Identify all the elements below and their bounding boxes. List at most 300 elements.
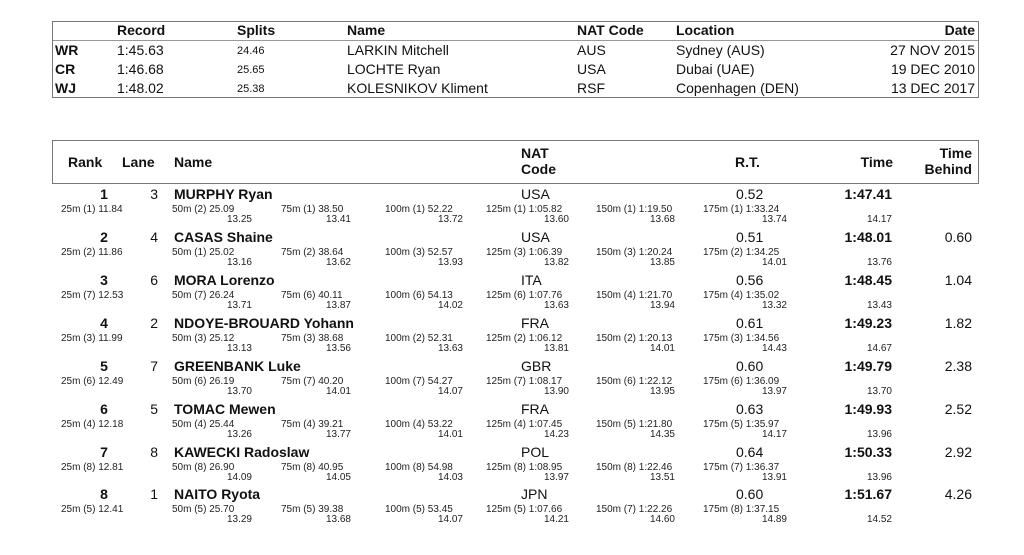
split-1	[61, 290, 181, 314]
split-cumulative: 150m (4) 1:21.70	[596, 290, 673, 301]
split-7	[703, 462, 787, 486]
split-final-lap	[842, 204, 892, 228]
rank: 5	[100, 358, 108, 374]
split-cumulative: 175m (7) 1:36.37	[703, 462, 780, 473]
split-6	[596, 504, 675, 528]
split-lap: 13.97	[543, 472, 569, 483]
split-lap: 14.43	[761, 343, 787, 354]
split-cumulative: 175m (5) 1:35.97	[703, 419, 780, 430]
header-lane: Lane	[122, 154, 155, 170]
splits-line	[52, 333, 979, 357]
split-2	[172, 376, 252, 400]
split-cumulative: 125m (6) 1:07.76	[486, 290, 563, 301]
split-lap: 14.03	[437, 472, 463, 483]
lane: 8	[150, 444, 158, 460]
swimmer-name: NDOYE-BROUARD Yohann	[174, 315, 354, 331]
split-lap: 13.71	[226, 300, 252, 311]
split-lap: 13.63	[543, 300, 569, 311]
nat-code: GBR	[521, 358, 552, 374]
split-lap: 14.01	[649, 343, 675, 354]
record-time: 1:45.63	[117, 42, 164, 58]
result-main-line	[52, 356, 979, 374]
split-6	[596, 333, 675, 357]
result-main-line	[52, 484, 979, 502]
split-lap: 13.68	[325, 514, 351, 525]
swimmer-name: CASAS Shaine	[174, 229, 273, 245]
split-1	[61, 462, 181, 486]
record-nat: RSF	[577, 80, 605, 96]
time-behind: 4.26	[944, 486, 972, 502]
split-cumulative: 100m (2) 52.31	[385, 333, 453, 344]
result-main-line	[52, 227, 979, 245]
split-lap: 13.60	[543, 214, 569, 225]
record-time: 1:46.68	[117, 61, 164, 77]
split-cumulative: 75m (2) 38.64	[281, 247, 344, 258]
split-cumulative: 150m (2) 1:20.13	[596, 333, 673, 344]
split-lap: 13.16	[226, 257, 252, 268]
header-location: Location	[676, 22, 735, 38]
split-4	[385, 333, 463, 357]
result-main-line	[52, 270, 979, 288]
split-cumulative: 50m (1) 25.02	[172, 247, 235, 258]
lane: 7	[150, 358, 158, 374]
split-cumulative: 50m (4) 25.44	[172, 419, 235, 430]
split-3	[281, 504, 351, 528]
record-time: 1:48.02	[117, 80, 164, 96]
split-5	[486, 290, 569, 314]
nat-code: USA	[521, 229, 550, 245]
split-lap: 14.89	[761, 514, 787, 525]
final-lap-time: 13.96	[866, 429, 892, 440]
split-lap: 13.95	[649, 386, 675, 397]
split-final-lap	[842, 333, 892, 357]
record-holder: LOCHTE Ryan	[347, 61, 441, 77]
split-cumulative: 175m (2) 1:34.25	[703, 247, 780, 258]
split-2	[172, 204, 252, 228]
split-lap: 14.07	[437, 386, 463, 397]
record-location: Dubai (UAE)	[676, 61, 755, 77]
records-header-row	[53, 22, 978, 41]
split-cumulative: 75m (6) 40.11	[281, 290, 343, 301]
split-cumulative: 25m (6) 12.49	[61, 376, 124, 387]
header-record: Record	[117, 22, 166, 38]
header-date: Date	[944, 22, 975, 38]
lane: 6	[150, 272, 158, 288]
split-7	[703, 504, 787, 528]
rank: 3	[100, 272, 108, 288]
split-lap: 13.41	[325, 214, 351, 225]
split-6	[596, 247, 675, 271]
split-cumulative: 75m (8) 40.95	[281, 462, 344, 473]
split-4	[385, 504, 463, 528]
split-6	[596, 290, 675, 314]
record-row	[53, 61, 978, 80]
split-cumulative: 100m (3) 52.57	[385, 247, 453, 258]
divider	[53, 40, 978, 41]
reaction-time: 0.52	[736, 186, 764, 202]
final-lap-time: 14.67	[866, 343, 892, 354]
final-time: 1:48.01	[844, 229, 892, 245]
split-3	[281, 290, 351, 314]
header-name: Name	[174, 154, 213, 170]
swimmer-name: MORA Lorenzo	[174, 272, 275, 288]
record-code: WR	[55, 42, 79, 58]
split-cumulative: 150m (6) 1:22.12	[596, 376, 673, 387]
split-lap: 13.32	[761, 300, 787, 311]
split-cumulative: 50m (7) 26.24	[172, 290, 235, 301]
split-cumulative: 150m (3) 1:20.24	[596, 247, 673, 258]
record-split: 25.65	[237, 64, 265, 76]
split-lap: 14.35	[649, 429, 675, 440]
split-lap: 14.09	[226, 472, 252, 483]
split-lap: 14.23	[543, 429, 569, 440]
header-nat-line2: Code	[521, 161, 556, 177]
header-nat-line1: NAT	[521, 145, 549, 161]
split-lap: 13.29	[226, 514, 252, 525]
split-cumulative: 125m (4) 1:07.45	[486, 419, 563, 430]
header-behind-line1: Time	[939, 145, 972, 161]
split-cumulative: 100m (8) 54.98	[385, 462, 453, 473]
split-cumulative: 50m (2) 25.09	[172, 204, 235, 215]
time-behind: 1.04	[944, 272, 972, 288]
split-cumulative: 100m (7) 54.27	[385, 376, 453, 387]
split-cumulative: 100m (1) 52.22	[385, 204, 453, 215]
header-rank: Rank	[68, 154, 103, 170]
split-lap: 13.74	[761, 214, 787, 225]
reaction-time: 0.56	[736, 272, 764, 288]
rank: 6	[100, 401, 108, 417]
lane: 3	[150, 186, 158, 202]
split-lap: 13.81	[543, 343, 569, 354]
split-6	[596, 419, 675, 443]
split-cumulative: 175m (6) 1:36.09	[703, 376, 780, 387]
header-reaction-time: R.T.	[735, 154, 760, 170]
split-lap: 14.60	[649, 514, 675, 525]
final-lap-time: 13.76	[866, 257, 892, 268]
split-1	[61, 204, 181, 228]
split-5	[486, 247, 569, 271]
split-2	[172, 247, 252, 271]
record-row	[53, 42, 978, 61]
reaction-time: 0.63	[736, 401, 764, 417]
final-lap-time: 13.70	[866, 386, 892, 397]
split-3	[281, 204, 351, 228]
splits-line	[52, 376, 979, 400]
header-nat-code	[521, 145, 556, 177]
header-time-behind	[925, 145, 972, 177]
header-nat-code: NAT Code	[577, 22, 644, 38]
rank: 7	[100, 444, 108, 460]
lane: 2	[150, 315, 158, 331]
result-main-line	[52, 313, 979, 331]
lane: 4	[150, 229, 158, 245]
split-4	[385, 290, 463, 314]
split-cumulative: 125m (7) 1:08.17	[486, 376, 563, 387]
split-7	[703, 376, 787, 400]
record-nat: AUS	[577, 42, 606, 58]
split-lap: 13.56	[325, 343, 351, 354]
split-cumulative: 50m (6) 26.19	[172, 376, 235, 387]
split-lap: 13.94	[649, 300, 675, 311]
splits-line	[52, 462, 979, 486]
split-3	[281, 333, 351, 357]
split-lap: 14.01	[325, 386, 351, 397]
split-cumulative: 75m (4) 39.21	[281, 419, 344, 430]
final-lap-time: 14.17	[866, 214, 892, 225]
split-cumulative: 75m (3) 38.68	[281, 333, 344, 344]
result-row	[52, 442, 979, 485]
final-time: 1:50.33	[844, 444, 892, 460]
split-1	[61, 376, 181, 400]
result-row	[52, 313, 979, 356]
split-cumulative: 50m (3) 25.12	[172, 333, 235, 344]
split-cumulative: 25m (1) 11.84	[61, 204, 123, 215]
final-lap-time: 14.52	[866, 514, 892, 525]
split-2	[172, 333, 252, 357]
split-final-lap	[842, 376, 892, 400]
swimmer-name: MURPHY Ryan	[174, 186, 273, 202]
split-cumulative: 25m (4) 12.18	[61, 419, 124, 430]
split-1	[61, 333, 181, 357]
rank: 4	[100, 315, 108, 331]
split-cumulative: 175m (3) 1:34.56	[703, 333, 780, 344]
reaction-time: 0.64	[736, 444, 764, 460]
record-nat: USA	[577, 61, 606, 77]
record-holder: LARKIN Mitchell	[347, 42, 449, 58]
final-time: 1:47.41	[844, 186, 892, 202]
split-3	[281, 462, 351, 486]
result-main-line	[52, 184, 979, 202]
split-cumulative: 50m (8) 26.90	[172, 462, 235, 473]
final-time: 1:49.79	[844, 358, 892, 374]
time-behind: 0.60	[944, 229, 972, 245]
split-1	[61, 247, 181, 271]
header-splits: Splits	[237, 22, 276, 38]
split-cumulative: 150m (1) 1:19.50	[596, 204, 673, 215]
split-lap: 13.70	[226, 386, 252, 397]
splits-line	[52, 504, 979, 528]
record-location: Copenhagen (DEN)	[676, 80, 799, 96]
time-behind: 2.52	[944, 401, 972, 417]
split-6	[596, 376, 675, 400]
split-lap: 13.68	[649, 214, 675, 225]
split-5	[486, 204, 569, 228]
split-7	[703, 247, 787, 271]
split-cumulative: 25m (8) 12.81	[61, 462, 124, 473]
final-lap-time: 13.96	[866, 472, 892, 483]
split-lap: 13.93	[437, 257, 463, 268]
split-cumulative: 25m (7) 12.53	[61, 290, 124, 301]
final-lap-time: 13.43	[866, 300, 892, 311]
split-4	[385, 376, 463, 400]
split-7	[703, 333, 787, 357]
nat-code: USA	[521, 186, 550, 202]
split-2	[172, 290, 252, 314]
time-behind: 1.82	[944, 315, 972, 331]
lane: 1	[150, 486, 158, 502]
time-behind: 2.38	[944, 358, 972, 374]
split-lap: 13.72	[437, 214, 463, 225]
result-row	[52, 484, 979, 527]
split-lap: 13.77	[325, 429, 351, 440]
record-row	[53, 80, 978, 99]
split-final-lap	[842, 419, 892, 443]
split-lap: 13.91	[761, 472, 787, 483]
split-7	[703, 204, 787, 228]
split-cumulative: 175m (1) 1:33.24	[703, 204, 780, 215]
header-behind-line2: Behind	[924, 161, 972, 177]
result-row	[52, 356, 979, 399]
split-cumulative: 175m (8) 1:37.15	[703, 504, 780, 515]
records-table	[52, 21, 979, 98]
split-cumulative: 25m (5) 12.41	[61, 504, 124, 515]
split-final-lap	[842, 290, 892, 314]
split-6	[596, 204, 675, 228]
split-cumulative: 175m (4) 1:35.02	[703, 290, 780, 301]
reaction-time: 0.51	[736, 229, 764, 245]
split-lap: 13.82	[543, 257, 569, 268]
split-4	[385, 419, 463, 443]
split-cumulative: 150m (7) 1:22.26	[596, 504, 673, 515]
split-6	[596, 462, 675, 486]
split-lap: 14.17	[761, 429, 787, 440]
split-4	[385, 462, 463, 486]
split-cumulative: 50m (5) 25.70	[172, 504, 235, 515]
split-5	[486, 419, 569, 443]
record-holder: KOLESNIKOV Kliment	[347, 80, 488, 96]
split-lap: 14.01	[761, 257, 787, 268]
split-cumulative: 100m (4) 53.22	[385, 419, 453, 430]
split-cumulative: 125m (2) 1:06.12	[486, 333, 563, 344]
time-behind: 2.92	[944, 444, 972, 460]
result-row	[52, 270, 979, 313]
header-time: Time	[860, 154, 893, 170]
final-time: 1:49.23	[844, 315, 892, 331]
split-lap: 13.62	[325, 257, 351, 268]
final-time: 1:51.67	[844, 486, 892, 502]
split-2	[172, 504, 252, 528]
record-code: CR	[55, 61, 76, 77]
split-cumulative: 125m (5) 1:07.66	[486, 504, 563, 515]
split-cumulative: 100m (6) 54.13	[385, 290, 453, 301]
result-main-line	[52, 442, 979, 460]
record-location: Sydney (AUS)	[676, 42, 765, 58]
split-lap: 13.97	[761, 386, 787, 397]
split-lap: 13.26	[226, 429, 252, 440]
rank: 1	[100, 186, 108, 202]
final-time: 1:48.45	[844, 272, 892, 288]
splits-line	[52, 290, 979, 314]
splits-line	[52, 419, 979, 443]
result-row	[52, 399, 979, 442]
record-date: 19 DEC 2010	[890, 61, 975, 77]
split-final-lap	[842, 462, 892, 486]
split-lap: 13.85	[649, 257, 675, 268]
results-header	[52, 140, 979, 184]
rank: 8	[100, 486, 108, 502]
split-cumulative: 75m (5) 39.38	[281, 504, 344, 515]
header-name: Name	[347, 22, 386, 38]
split-final-lap	[842, 247, 892, 271]
split-2	[172, 419, 252, 443]
splits-line	[52, 204, 979, 228]
split-1	[61, 504, 181, 528]
split-4	[385, 247, 463, 271]
reaction-time: 0.60	[736, 486, 764, 502]
split-cumulative: 150m (8) 1:22.46	[596, 462, 673, 473]
reaction-time: 0.61	[736, 315, 764, 331]
split-cumulative: 75m (1) 38.50	[281, 204, 344, 215]
result-row	[52, 227, 979, 270]
split-cumulative: 125m (3) 1:06.39	[486, 247, 563, 258]
split-lap: 14.01	[437, 429, 463, 440]
split-5	[486, 333, 569, 357]
split-cumulative: 25m (2) 11.86	[61, 247, 123, 258]
nat-code: POL	[521, 444, 550, 460]
split-3	[281, 247, 351, 271]
split-cumulative: 125m (8) 1:08.95	[486, 462, 563, 473]
nat-code: FRA	[521, 315, 549, 331]
swimmer-name: KAWECKI Radoslaw	[174, 444, 310, 460]
result-row	[52, 184, 979, 227]
lane: 5	[150, 401, 158, 417]
split-lap: 13.63	[437, 343, 463, 354]
split-7	[703, 419, 787, 443]
split-cumulative: 25m (3) 11.99	[61, 333, 123, 344]
split-cumulative: 75m (7) 40.20	[281, 376, 344, 387]
result-main-line	[52, 399, 979, 417]
split-5	[486, 504, 569, 528]
record-code: WJ	[55, 80, 76, 96]
split-cumulative: 125m (1) 1:05.82	[486, 204, 563, 215]
split-lap: 13.25	[226, 214, 252, 225]
split-final-lap	[842, 504, 892, 528]
split-2	[172, 462, 252, 486]
record-split: 24.46	[237, 45, 265, 57]
split-3	[281, 376, 351, 400]
split-lap: 14.07	[437, 514, 463, 525]
nat-code: FRA	[521, 401, 549, 417]
final-time: 1:49.93	[844, 401, 892, 417]
record-date: 13 DEC 2017	[890, 80, 975, 96]
split-cumulative: 100m (5) 53.45	[385, 504, 453, 515]
split-lap: 14.02	[437, 300, 463, 311]
split-cumulative: 150m (5) 1:21.80	[596, 419, 673, 430]
split-5	[486, 462, 569, 486]
split-lap: 14.21	[543, 514, 569, 525]
swimmer-name: NAITO Ryota	[174, 486, 261, 502]
rank: 2	[100, 229, 108, 245]
split-lap: 13.51	[649, 472, 675, 483]
nat-code: JPN	[521, 486, 548, 502]
record-date: 27 NOV 2015	[890, 42, 975, 58]
split-lap: 14.05	[325, 472, 351, 483]
splits-line	[52, 247, 979, 271]
split-lap: 13.87	[325, 300, 351, 311]
reaction-time: 0.60	[736, 358, 764, 374]
split-7	[703, 290, 787, 314]
split-5	[486, 376, 569, 400]
swimmer-name: GREENBANK Luke	[174, 358, 301, 374]
nat-code: ITA	[521, 272, 542, 288]
split-4	[385, 204, 463, 228]
split-lap: 13.13	[226, 343, 252, 354]
split-3	[281, 419, 351, 443]
split-1	[61, 419, 181, 443]
record-split: 25.38	[237, 83, 265, 95]
swimmer-name: TOMAC Mewen	[174, 401, 276, 417]
split-lap: 13.90	[543, 386, 569, 397]
